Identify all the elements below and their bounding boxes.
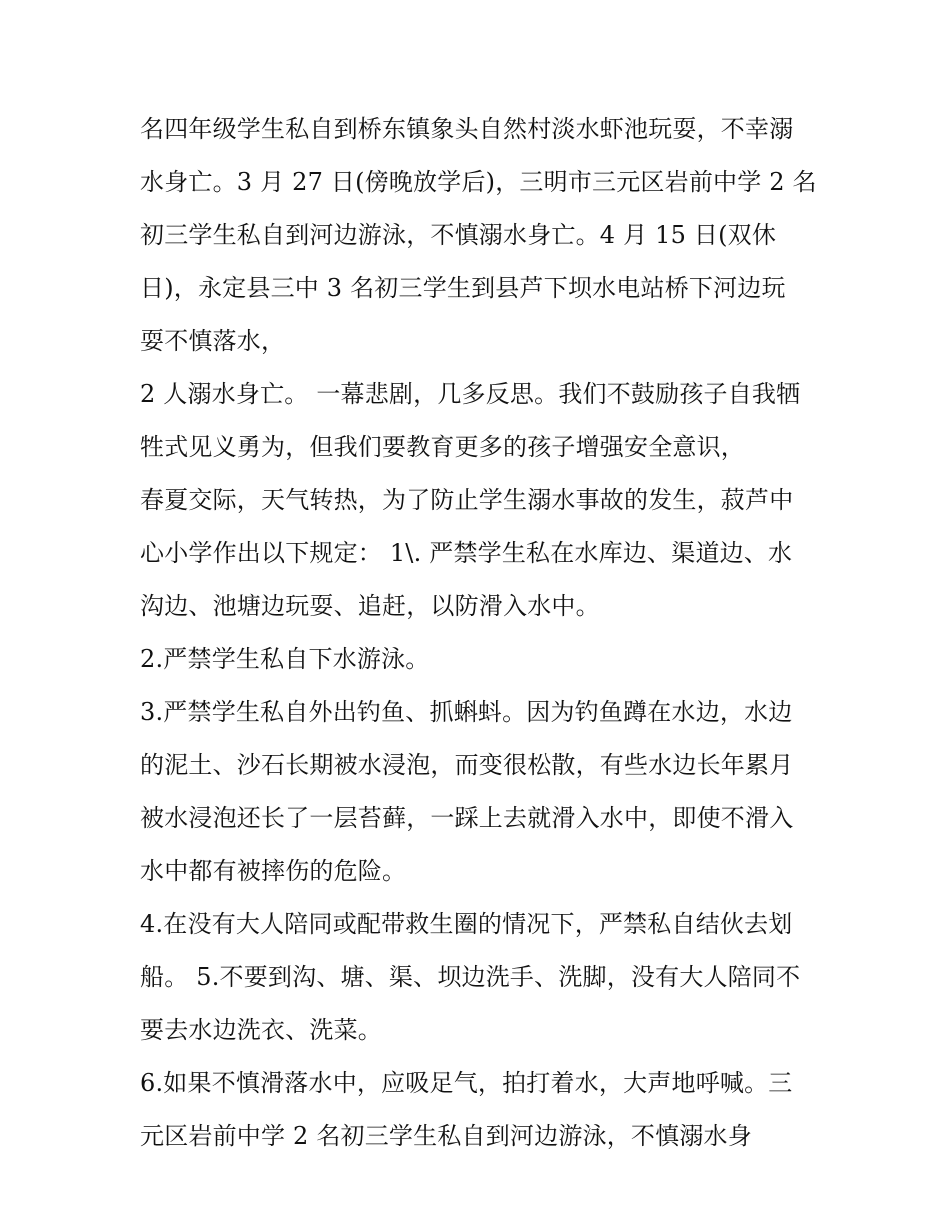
text-line: 2 人溺水身亡。 一幕悲剧，几多反思。我们不鼓励孩子自我牺 [140,380,801,408]
text-line: 的泥土、沙石长期被水浸泡，而变很松散，有些水边长年累月 [140,751,794,779]
text-line: 日)，永定县三中 3 名初三学生到县芦下坝水电站桥下河边玩 [140,274,786,302]
text-line: 水身亡。3 月 27 日(傍晚放学后)，三明市三元区岩前中学 2 名 [140,168,817,196]
text-line: 船。 5.不要到沟、塘、渠、坝边洗手、洗脚，没有大人陪同不 [140,963,801,991]
text-line: 牲式见义勇为，但我们要教育更多的孩子增强安全意识， [140,433,745,461]
text-line: 2.严禁学生私自下水游泳。 [140,645,430,673]
text-line: 要去水边洗衣、洗菜。 [140,1016,382,1044]
text-line: 名四年级学生私自到桥东镇象头自然村淡水虾池玩耍，不幸溺 [140,115,794,143]
text-line: 3.严禁学生私自外出钓鱼、抓蝌蚪。因为钓鱼蹲在水边，水边 [140,698,793,726]
text-line: 心小学作出以下规定： 1\. 严禁学生私在水库边、渠道边、水 [140,539,793,567]
text-line: 沟边、池塘边玩耍、追赶，以防滑入水中。 [140,592,600,620]
text-line: 6.如果不慎滑落水中，应吸足气，拍打着水，大声地呼喊。三 [140,1069,793,1097]
document-body [140,103,820,1163]
text-line: 4.在没有大人陪同或配带救生圈的情况下，严禁私自结伙去划 [140,910,793,938]
text-line: 耍不慎落水， [140,327,286,355]
text-line: 春夏交际，天气转热，为了防止学生溺水事故的发生，菽芦中 [140,486,794,514]
text-line: 被水浸泡还长了一层苔藓，一踩上去就滑入水中，即使不滑入 [140,804,794,832]
text-line: 初三学生私自到河边游泳，不慎溺水身亡。4 月 15 日(双休 [140,221,777,249]
text-line: 元区岩前中学 2 名初三学生私自到河边游泳，不慎溺水身 [140,1122,752,1150]
text-line: 水中都有被摔伤的危险。 [140,857,407,885]
